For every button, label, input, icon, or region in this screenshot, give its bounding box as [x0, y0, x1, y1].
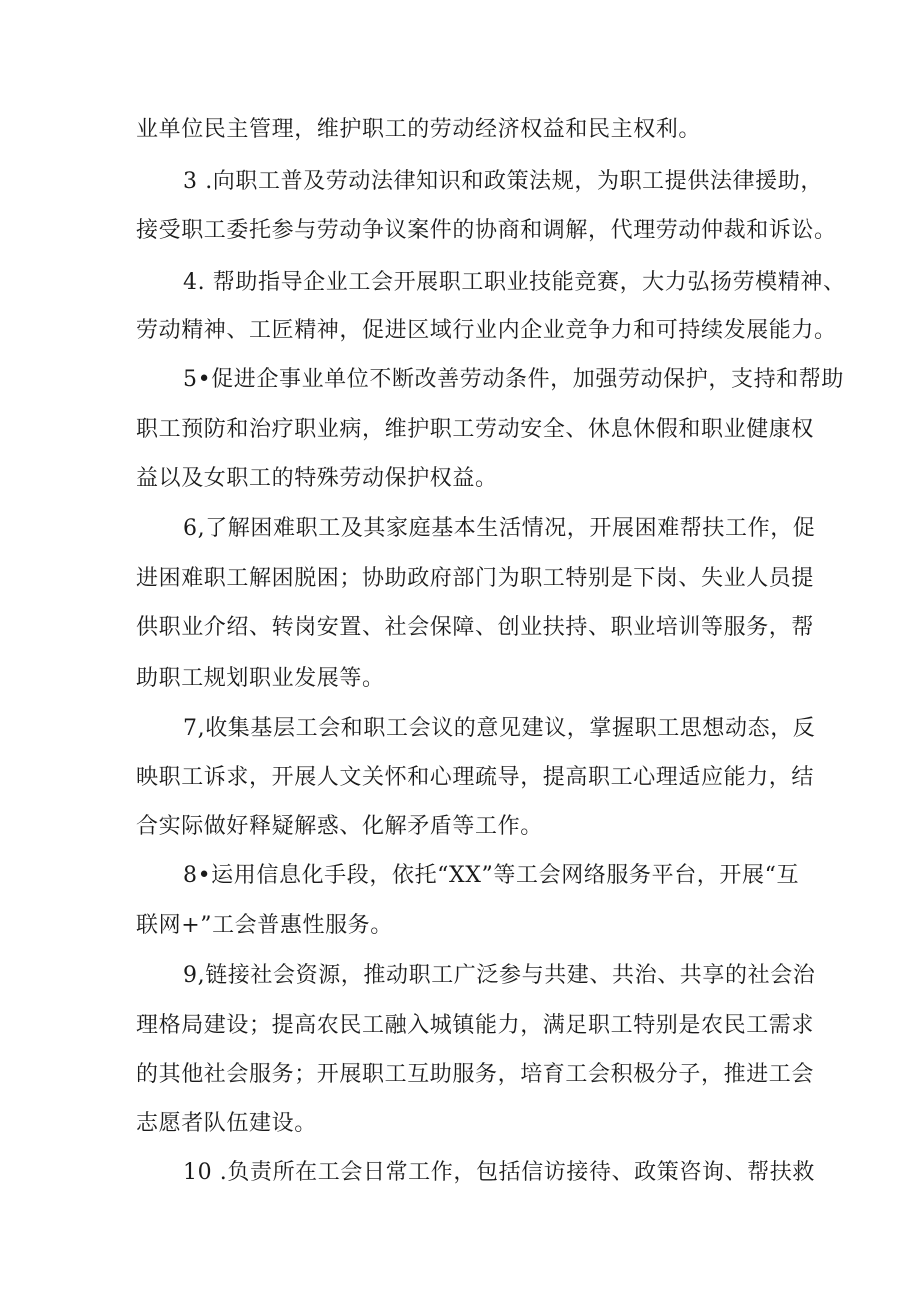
text-line: 9,链接社会资源，推动职工广泛参与共建、共治、共享的社会治: [183, 963, 816, 988]
text-line: 10 .负责所在工会日常工作，包括信访接待、政策咨询、帮扶救: [183, 1160, 815, 1185]
text-line: 劳动精神、工匠精神，促进区域行业内企业竞争力和可持续发展能力。: [136, 318, 837, 343]
text-line: 7,收集基层工会和职工会议的意见建议，掌握职工思想动态，反: [183, 716, 816, 741]
text-line: 业单位民主管理，维护职工的劳动经济权益和民主权利。: [136, 117, 702, 142]
text-line: 6,了解困难职工及其家庭基本生活情况，开展困难帮扶工作，促: [183, 516, 816, 541]
text-line: 合实际做好释疑解惑、化解矛盾等工作。: [136, 814, 543, 839]
text-line: 接受职工委托参与劳动争议案件的协商和调解，代理劳动仲裁和诉讼。: [136, 218, 837, 243]
text-line: 4. 帮助指导企业工会开展职工职业技能竞赛，大力弘扬劳模精神、: [183, 270, 846, 295]
text-line: 联网+”工会普惠性服务。: [136, 913, 393, 938]
text-line: 助职工规划职业发展等。: [136, 666, 385, 691]
text-line: 职工预防和治疗职业病，维护职工劳动安全、休息休假和职业健康权: [136, 417, 815, 442]
text-line: 志愿者队伍建设。: [136, 1111, 317, 1136]
text-line: 理格局建设；提高农民工融入城镇能力，满足职工特别是农民工需求: [136, 1013, 815, 1038]
text-line: 3 .向职工普及劳动法律知识和政策法规，为职工提供法律援助，: [183, 169, 823, 194]
text-line: 供职业介绍、转岗安置、社会保障、创业扶持、职业培训等服务，帮: [136, 615, 815, 640]
text-line: 8•运用信息化手段，依托“XX”等工会网络服务平台，开展“互: [183, 863, 800, 888]
text-line: 的其他社会服务；开展职工互助服务，培育工会积极分子，推进工会: [136, 1062, 815, 1087]
text-line: 益以及女职工的特殊劳动保护权益。: [136, 466, 498, 491]
text-line: 5•促进企事业单位不断改善劳动条件，加强劳动保护，支持和帮助: [183, 367, 844, 392]
text-line: 进困难职工解困脱困；协助政府部门为职工特别是下岗、失业人员提: [136, 566, 815, 591]
text-line: 映职工诉求，开展人文关怀和心理疏导，提高职工心理适应能力，结: [136, 765, 815, 790]
